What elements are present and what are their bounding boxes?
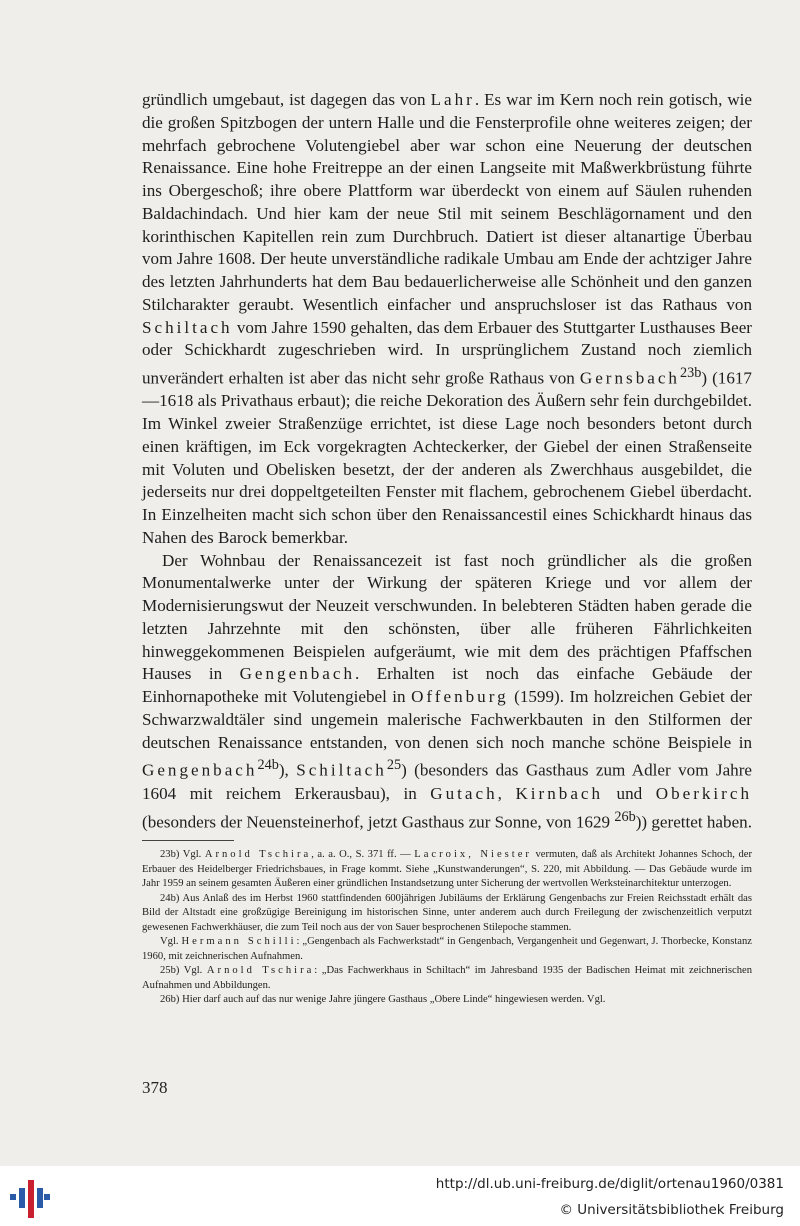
text-run: gründlich umgebaut, ist dagegen das von xyxy=(142,90,431,109)
text-run: . Es war im Kern noch rein gotisch, wie die großen Spitzbogen der untern Halle und die Fensterprofile ohne weiteres zeigen; der mehrfach gebrochene Volutengiebel aber war schon eine Neuerung der deutschen Renaissance. Eine hohe Freitreppe an der einen Langseite mit Maßwerkbrüstung führte ins Obergeschoß; ihre obere Plattform war überdeckt von einem auf Säulen ruhenden Baldachindach. Und hier kam der neue Stil mit seinem Beschlägornament und den korinthischen Kapitellen rein zum Durchbruch. Datiert ist dieser altanartige Überbau vom Jahre 1608. Der heute unverständliche radikale Umbau am Ende der achtziger Jahre des letzten Jahrhunderts hat dem Bau bedauerlicherweise alle Schönheit und den ganzen Stilcharakter geraubt. Wesentlich einfacher und anspruchsloser ist das Rathaus von xyxy=(142,90,753,314)
place-schiltach: Schiltach xyxy=(296,761,387,781)
text-run: )) gerettet haben. xyxy=(635,812,752,832)
footnote-26b: 26b) Hier darf auch auf das nur wenige Jahre jüngere Gasthaus „Obere Linde“ hingewiesen werden. Vgl. xyxy=(160,994,606,1005)
text-run: und xyxy=(603,783,656,803)
author-name: Hermann Schilli xyxy=(181,936,297,947)
copyright-notice: © Universitätsbibliothek Freiburg xyxy=(559,1202,784,1218)
text-run: Vgl. xyxy=(160,936,182,947)
footnote-divider xyxy=(142,840,234,841)
text-run: ) (1617—1618 als Privathaus erbaut); die reiche Dekoration des Äußern sehr fein durchgebildet. Im Winkel zweier Straßenzüge errichtet, ist diese Lage noch besonders betont durch einen kräftigen, im Eck vorgekragten Achteckerker, der Giebel der einen Straßenseite mit Voluten und Obelisken besetzt, der der anderen als Zwerchhaus ausgebildet, die jederseits nur drei doppeltgeteilten Fenster mit flachem, gebrochenem Giebel überdacht. In Einzelheiten macht sich schon über den Renaissancestil eines Schickhardt hinaus das Nahen des Barock bemerkbar. xyxy=(142,368,752,547)
footnote-ref-23b: 23b xyxy=(679,365,702,381)
text-run: : „Gengenbach als Fachwerkstadt“ in Gengenbach, Vergangenheit und Gegenwart, J. Thorbecke, Konstanz 1960, mit zeichnerischen Aufnahmen. xyxy=(142,936,752,962)
main-text xyxy=(142,89,752,834)
footnote-ref-25: 25 xyxy=(386,757,402,774)
place-oberkirch: Oberkirch xyxy=(655,783,753,803)
ub-freiburg-logo-icon xyxy=(10,1172,50,1222)
author-name: Arnold Tschira xyxy=(204,849,312,860)
footnote-23b xyxy=(142,848,752,892)
text-run: 25b) Vgl. xyxy=(160,965,207,976)
place-gutach: Gutach xyxy=(430,783,498,803)
place-gengenbach: Gengenbach xyxy=(142,761,258,781)
text-run: vermuten, daß als Architekt Johannes Schoch, der Erbauer des Heidelberger Friedrichsbaues, in Frage kommt. Siehe „Kunstwanderungen“, S. 220, mit Abbildung. — Das Gebäude wurde im Jahr 1959 an seinem gesamten Äußeren einer gründlichen Instandsetzung unter Sicherung der wertvollen Werksteinarchitektur unterzogen. xyxy=(142,849,752,889)
text-run: Der Wohnbau der Renaissancezeit ist fast noch gründlicher als die großen Monumentalwerke unter der Wirkung der späteren Kriege und vor allem der Modernisierungswut der Neuzeit verschwunden. In belebteren Städten haben gerade die letzten Jahrzehnte mit den schönsten, über alle früheren Fährlichkeiten hinweggekommenen Beispielen aufgeräumt, wie mit dem des prächtigen Pfaffschen Hauses in xyxy=(142,550,752,684)
footnote-24b: 24b) Aus Anlaß des im Herbst 1960 stattfindenden 600jährigen Jubiläums der Erklärung Gengenbachs zur Freien Reichsstadt erhält das Bild der Altstadt eine großzügige Bereinigung im historischen Sinne, unter anderem auch durch Freilegung der zwischenzeitlich verputzt gewesenen Fachwerkhäuser, die zum Teil noch aus der von Sauer besprochenen Stilepoche stammen. xyxy=(142,892,752,933)
footnote-25b xyxy=(142,964,752,993)
page-number: 378 xyxy=(142,1078,168,1097)
text-run: ), xyxy=(278,761,297,781)
footnote-ref-26b: 26b xyxy=(614,808,636,825)
place-kirnbach: Kirnbach xyxy=(515,783,604,803)
text-run: (1599). Im holzreichen Gebiet der Schwarzwaldtäler sind ungemein malerische Fachwerkbauten in den Stilformen der deutschen Renaissance entstanden, von denen sich noch manche schöne Beispiele in xyxy=(142,687,752,752)
footnote-24b-ref xyxy=(142,935,752,964)
place-lahr: Lahr xyxy=(430,90,475,109)
viewer-footer xyxy=(0,1166,800,1226)
text-run: , xyxy=(497,783,516,803)
text-run: vom Jahre 1590 gehalten, das dem Erbauer des Stuttgarter Lusthauses Beer oder Schickhardt zugeschrieben wird. In ursprünglichem Zustand noch ziemlich unverändert erhalten ist aber das nicht sehr große Rathaus von xyxy=(142,317,752,388)
footnote-ref-24b: 24b xyxy=(257,757,279,774)
place-schiltach: Schiltach xyxy=(142,317,233,337)
source-url[interactable]: http://dl.ub.uni-freiburg.de/diglit/ortenau1960/0381 xyxy=(435,1176,784,1192)
place-offenburg: Offenburg xyxy=(411,687,509,707)
footnotes xyxy=(142,848,752,1008)
paragraph-2 xyxy=(142,550,752,834)
text-run: ) (besonders das Gasthaus zum Adler vom Jahre 1604 mit reichem Erkerausbau), in xyxy=(142,761,752,803)
author-name: Arnold Tschira xyxy=(206,965,315,976)
text-run: . Erhalten ist noch das einfache Gebäude der Einhornapotheke mit Volutengiebel in xyxy=(142,664,752,707)
text-run: 23b) Vgl. xyxy=(160,849,205,860)
text-run: (besonders der Neuensteinerhof, jetzt Gasthaus zur Sonne, von 1629 xyxy=(142,812,615,832)
place-gengenbach: Gengenbach xyxy=(239,664,356,684)
author-names: Lacroix, Niester xyxy=(414,849,532,860)
paragraph-1 xyxy=(142,89,752,550)
place-gernsbach: Gernsbach xyxy=(579,368,680,388)
text-run: , a. a. O., S. 371 ff. — xyxy=(311,849,415,860)
text-run: : „Das Fachwerkhaus in Schiltach“ im Jahresband 1935 der Badischen Heimat mit zeichnerischen Aufnahmen und Abbildungen. xyxy=(142,965,752,991)
